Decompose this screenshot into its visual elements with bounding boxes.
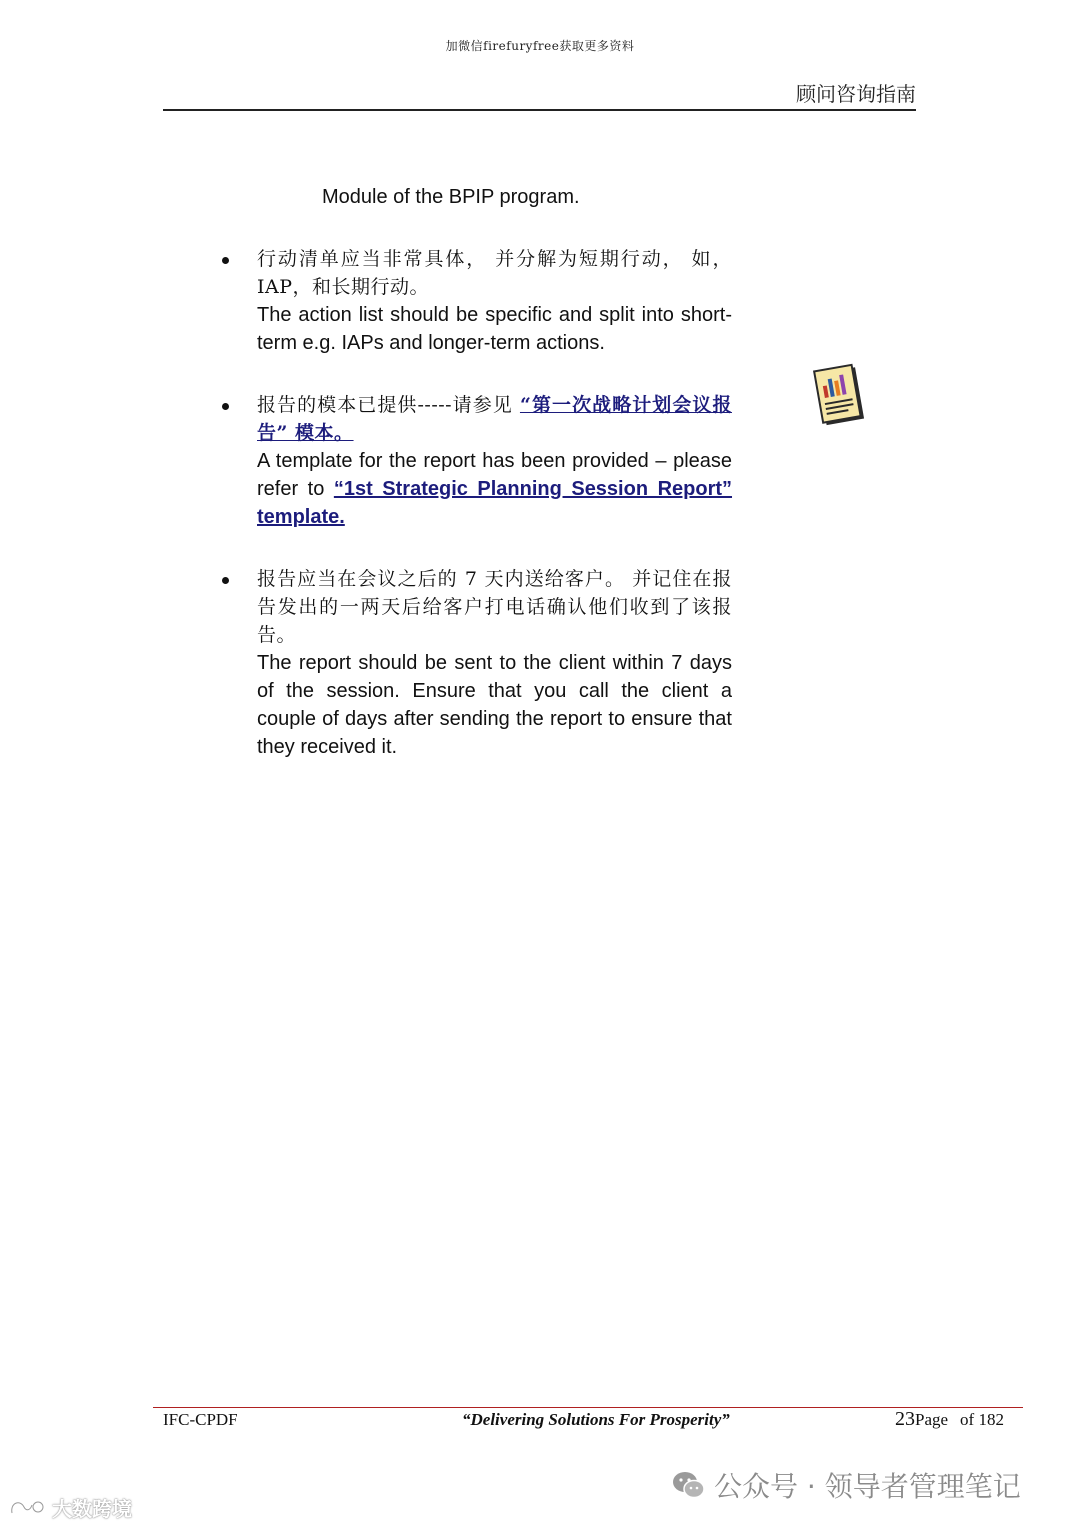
footer-organization: IFC-CPDF	[163, 1410, 238, 1429]
report-document-icon	[810, 362, 874, 432]
template-link-english[interactable]: “1st Strategic Planning Session Report” template.	[257, 478, 733, 528]
brand-logo-icon	[8, 1495, 48, 1521]
lead-paragraph: Module of the BPIP program.	[322, 186, 580, 208]
page-header-title: 顾问咨询指南	[796, 82, 916, 106]
bullet-text-chinese: 行动清单应当非常具体， 并分解为短期行动， 如，IAP，和长期行动。	[257, 248, 732, 298]
bullet-text-chinese	[257, 391, 732, 447]
bullet-text-chinese: 报告应当在会议之后的 7 天内送给客户。 并记住在报告发出的一两天后给客户打电话确认他们收到了该报告。	[257, 568, 732, 646]
bullet-text-chinese-prefix: 报告的模本已提供-----请参见	[257, 394, 513, 416]
wechat-account-watermark	[672, 1465, 1021, 1505]
bullet-text-english-prefix: A template for the report has been provided – please refer to	[257, 450, 732, 500]
corner-watermark	[8, 1493, 132, 1522]
bullet-dot	[222, 577, 229, 584]
header-divider	[163, 109, 916, 111]
main-content	[222, 183, 732, 795]
template-link-chinese[interactable]: “第一次战略计划会议报告” 模本。	[257, 394, 732, 444]
bullet-text-english: The action list should be specific and split into short-term e.g. IAPs and longer-term actions.	[257, 304, 732, 354]
wechat-account-name: 公众号 · 领导者管理笔记	[714, 1470, 1021, 1503]
footer-page-info	[895, 1408, 1004, 1431]
bullet-text-english: The report should be sent to the client within 7 days of the session. Ensure that you call the client a couple of days after sending the report to ensure that they received it.	[257, 652, 732, 758]
page-total: of 182	[960, 1410, 1004, 1429]
page-label: Page	[915, 1410, 949, 1429]
page-number: 23	[895, 1408, 915, 1430]
bullet-text-english	[257, 447, 732, 531]
footer-slogan: “Delivering Solutions For Prosperity”	[462, 1410, 730, 1429]
bullet-dot	[222, 403, 229, 410]
wechat-icon	[672, 1470, 706, 1500]
bullet-item-action-list	[222, 245, 732, 357]
bullet-item-send-report	[222, 565, 732, 761]
bullet-dot	[222, 257, 229, 264]
corner-watermark-text: 大数跨境	[52, 1497, 132, 1521]
footer-divider	[153, 1407, 1023, 1408]
top-watermark-text: 加微信firefuryfree获取更多资料	[445, 39, 635, 53]
bullet-item-report-template	[222, 391, 732, 531]
